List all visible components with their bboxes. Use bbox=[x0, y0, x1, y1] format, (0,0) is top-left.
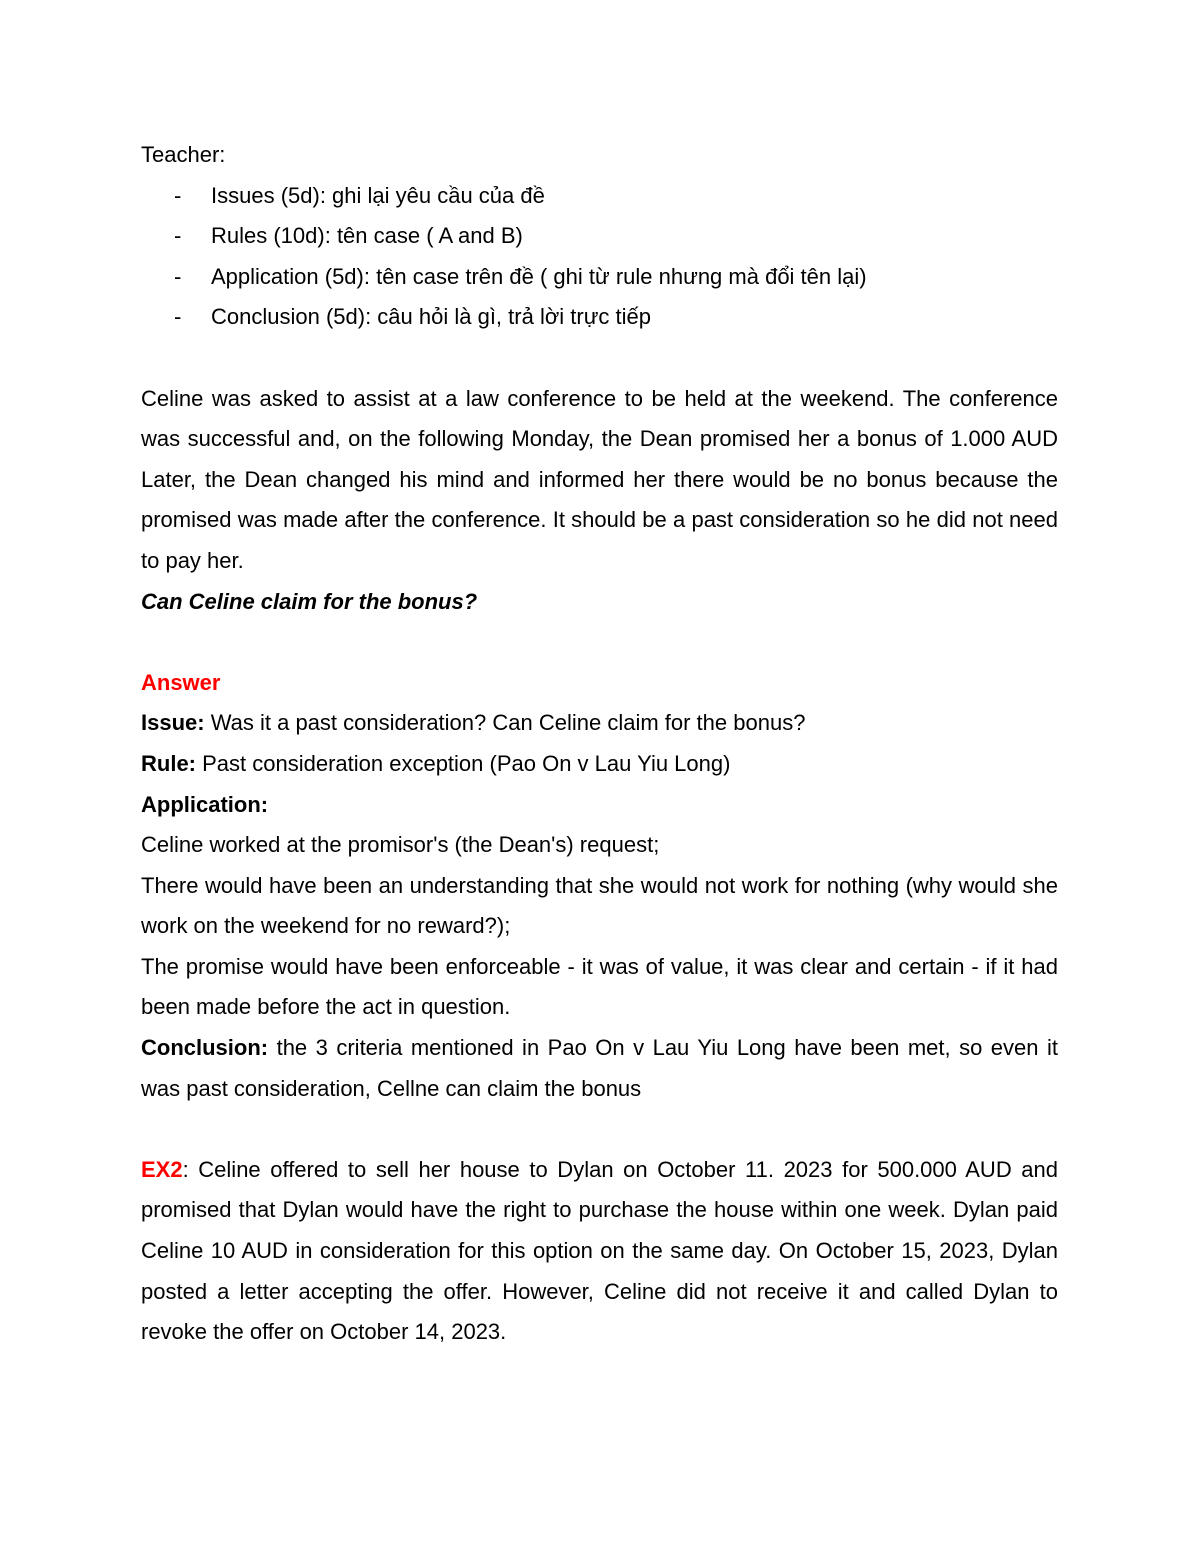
bullet-dash: - bbox=[174, 263, 182, 289]
ex2-label: EX2 bbox=[141, 1156, 183, 1182]
conclusion-label: Conclusion: bbox=[141, 1035, 269, 1061]
list-item bbox=[141, 297, 1058, 338]
ex2-text: : Celine offered to sell her house to Dylan on October 11. 2023 for 500.000 AUD and promised that Dylan would have the right to purchase the house within one week. Dylan paid Celine 10 AUD in consideration for this option on the same day. On October 15, 2023, Dylan posted a letter accepting the offer. However, Celine did not receive it and called Dylan to revoke the offer on October 14, 2023. bbox=[141, 1156, 1058, 1345]
spacer bbox=[141, 338, 1058, 379]
application-point: The promise would have been enforceable - it was of value, it was clear and certain - if it had been made before the act in question. bbox=[141, 953, 1058, 1020]
list-item bbox=[141, 176, 1058, 217]
application-point: There would have been an understanding that she would not work for nothing (why would she work on the weekend for no reward?); bbox=[141, 872, 1058, 939]
bullet-dash: - bbox=[174, 304, 182, 330]
spacer bbox=[141, 1109, 1058, 1150]
rule-paragraph bbox=[141, 744, 1058, 785]
rule-label: Rule: bbox=[141, 750, 196, 776]
bullet-dash: - bbox=[174, 223, 182, 249]
spacer bbox=[141, 622, 1058, 663]
list-item-text: Rules (10d): tên case ( A and B) bbox=[211, 223, 523, 249]
list-item bbox=[141, 257, 1058, 298]
bullet-dash: - bbox=[174, 182, 182, 208]
teacher-list bbox=[141, 176, 1058, 338]
answer-heading: Answer bbox=[141, 669, 221, 695]
issue-paragraph bbox=[141, 703, 1058, 744]
list-item-text: Application (5d): tên case trên đề ( ghi từ rule nhưng mà đổi tên lại) bbox=[211, 263, 867, 289]
list-item bbox=[141, 216, 1058, 257]
application-label: Application: bbox=[141, 791, 269, 817]
case-facts: Celine was asked to assist at a law conference to be held at the weekend. The conference was successful and, on the following Monday, the Dean promised her a bonus of 1.000 AUD Later, the Dean changed his mind and informed her there would be no bonus because the promised was made after the conference. It should be a past consideration so he did not need to pay her. bbox=[141, 385, 1058, 573]
issue-text: Was it a past consideration? Can Celine claim for the bonus? bbox=[204, 710, 806, 736]
ex2-paragraph bbox=[141, 1150, 1058, 1353]
document-page bbox=[141, 135, 1058, 1353]
rule-text: Past consideration exception (Pao On v Lau Yiu Long) bbox=[196, 750, 731, 776]
conclusion-text: the 3 criteria mentioned in Pao On v Lau Yiu Long have been met, so even it was past consideration, Cellne can claim the bonus bbox=[141, 1035, 1058, 1101]
list-item-text: Conclusion (5d): câu hỏi là gì, trả lời trực tiếp bbox=[211, 304, 652, 330]
application-point: Celine worked at the promisor's (the Dean's) request; bbox=[141, 832, 660, 858]
case-question: Can Celine claim for the bonus? bbox=[141, 588, 478, 614]
conclusion-paragraph bbox=[141, 1028, 1058, 1109]
teacher-heading: Teacher: bbox=[141, 142, 226, 167]
list-item-text: Issues (5d): ghi lại yêu cầu của đề bbox=[211, 182, 545, 208]
issue-label: Issue: bbox=[141, 710, 205, 736]
